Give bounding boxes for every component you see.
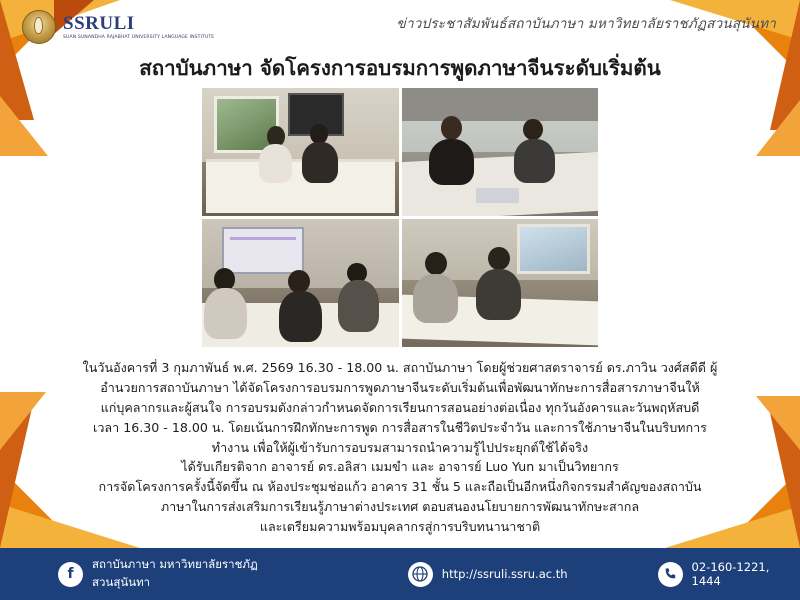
corner-decoration-bottom-right-4 bbox=[756, 396, 800, 450]
footer-facebook[interactable] bbox=[58, 556, 312, 592]
photo-person-body bbox=[302, 142, 337, 183]
photo-illustration bbox=[202, 219, 399, 347]
photo-person-body bbox=[338, 280, 379, 331]
footer-phone-label: 02-160-1221, 1444 bbox=[691, 560, 770, 588]
footer-facebook-label: สถาบันภาษา มหาวิทยาลัยราชภัฏสวนสุนันทา bbox=[92, 557, 258, 589]
photo-illustration bbox=[202, 88, 399, 216]
corner-decoration-bottom-right-3 bbox=[770, 413, 800, 548]
body-line: ทำงาน เพื่อให้ผู้เข้ารับการอบรมสามารถนำความรู้ไปประยุกต์ใช้ได้จริง bbox=[211, 439, 589, 455]
photo-laptop bbox=[476, 188, 519, 203]
body-line: การจัดโครงการครั้งนี้จัดขึ้น ณ ห้องประชุมช่อแก้ว อาคาร 31 ชั้น 5 และถือเป็นอีกหนึ่งกิจกรรมสำคัญของสถาบัน bbox=[98, 479, 702, 495]
photo-person-head bbox=[425, 252, 447, 275]
body-line: อำนวยการสถาบันภาษา ได้จัดโครงการอบรมการพูดภาษาจีนระดับเริ่มต้นเพื่อพัฒนาทักษะการสื่อสารภาษาจีนให้ bbox=[100, 379, 700, 395]
page-title: สถาบันภาษา จัดโครงการอบรมการพูดภาษาจีนระดับเริ่มต้น bbox=[139, 56, 661, 80]
facebook-icon: f bbox=[58, 562, 83, 587]
photo-person-body bbox=[279, 291, 322, 342]
photo-person-body bbox=[413, 274, 458, 323]
body-line: ภาษาในการส่งเสริมการเรียนรู้ภาษาต่างประเทศ ตอบสนองนโยบายการพัฒนาทักษะสากล bbox=[160, 499, 640, 515]
photo-item bbox=[402, 219, 599, 347]
university-seal-icon bbox=[22, 10, 56, 44]
body-line: เวลา 16.30 - 18.00 น. โดยเน้นการฝึกทักษะการพูด การสื่อสารในชีวิตประจำวัน และการใช้ภาษาจีนในบริบทการ bbox=[93, 419, 707, 435]
corner-decoration-bottom-right-1 bbox=[722, 470, 800, 548]
corner-decoration-bottom-left-4 bbox=[0, 392, 46, 450]
article-body bbox=[72, 358, 728, 537]
photo-projector-screen bbox=[222, 227, 305, 275]
photo-table bbox=[206, 159, 395, 213]
photo-illustration bbox=[402, 219, 599, 347]
brand-name: SSRULI bbox=[63, 13, 135, 34]
corner-decoration-bottom-left-3 bbox=[0, 408, 32, 548]
photo-item bbox=[202, 88, 399, 216]
brand-logo bbox=[22, 10, 214, 44]
photo-grid bbox=[202, 88, 598, 347]
photo-person-body bbox=[429, 139, 474, 185]
header-tagline: ข่าวประชาสัมพันธ์สถาบันภาษา มหาวิทยาลัยราชภัฏสวนสุนันทา bbox=[396, 16, 776, 32]
footer-phone[interactable] bbox=[658, 560, 800, 588]
corner-decoration-bottom-left-1 bbox=[0, 468, 80, 548]
corner-decoration-top-right-4 bbox=[756, 100, 800, 156]
body-line: ได้รับเกียรติจาก อาจารย์ ดร.อลิสา เมมขำ และ อาจารย์ Luo Yun มาเป็นวิทยากร bbox=[181, 459, 619, 475]
photo-item bbox=[202, 219, 399, 347]
photo-person-head bbox=[488, 247, 510, 270]
globe-icon bbox=[408, 562, 433, 587]
brand-subtitle: SUAN SUNANDHA RAJABHAT UNIVERSITY LANGUAGE INSTITUTE bbox=[63, 35, 215, 40]
footer-website-label: http://ssruli.ssru.ac.th bbox=[441, 567, 568, 581]
photo-cabinet bbox=[402, 88, 599, 121]
photo-person-body bbox=[259, 144, 292, 182]
phone-icon bbox=[658, 562, 683, 587]
photo-person-body bbox=[476, 269, 521, 320]
footer-website[interactable] bbox=[408, 562, 568, 587]
footer-bar bbox=[0, 548, 800, 600]
body-line: ในวันอังคารที่ 3 กุมภาพันธ์ พ.ศ. 2569 16.30 - 18.00 น. สถาบันภาษา โดยผู้ช่วยศาสตราจารย์ ดร.ภาวิน วงศ์สดีดี ผู้ bbox=[82, 360, 718, 375]
photo-illustration bbox=[402, 88, 599, 216]
photo-window bbox=[517, 224, 590, 274]
corner-decoration-top-left-4 bbox=[0, 96, 48, 156]
photo-person-body bbox=[204, 288, 247, 339]
photo-person-body bbox=[514, 139, 555, 183]
body-line: แก่บุคลากรและผู้สนใจ การอบรมดังกล่าวกำหนดจัดการเรียนการสอนอย่างต่อเนื่อง ทุกวันอังคารและวันพฤหัสบดี bbox=[100, 399, 700, 415]
photo-item bbox=[402, 88, 599, 216]
body-line: และเตรียมความพร้อมบุคลากรสู่การบริบทนานาชาติ bbox=[259, 519, 541, 535]
